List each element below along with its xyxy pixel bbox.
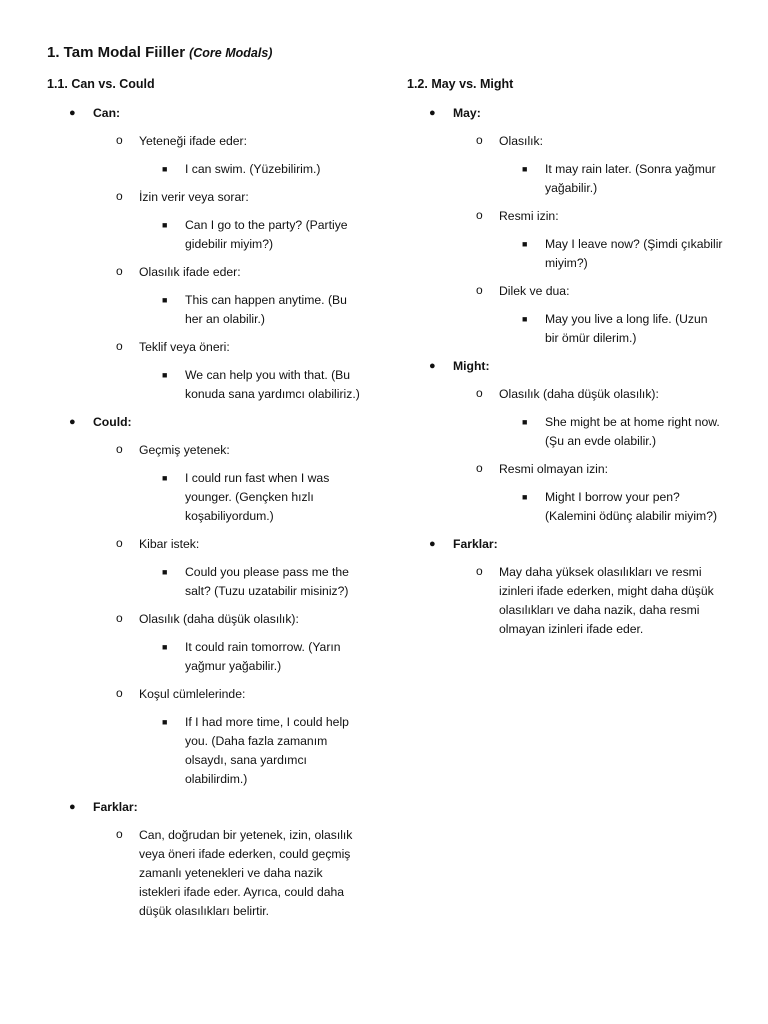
example-text: Could you please pass me the salt? (Tuzu uzatabilir misiniz?) bbox=[185, 565, 349, 598]
item-label: Resmi olmayan izin: bbox=[499, 462, 609, 476]
list-item bbox=[453, 207, 737, 273]
list-item bbox=[93, 535, 377, 601]
list-item-may bbox=[407, 104, 737, 348]
bullet-square-icon: ■ bbox=[522, 239, 528, 249]
bullet-square-icon: ■ bbox=[162, 164, 168, 174]
example-item bbox=[499, 488, 737, 526]
example-text: Can I go to the party? (Partiye gidebilir miyim?) bbox=[185, 218, 348, 251]
item-label: Resmi izin: bbox=[499, 209, 559, 223]
item-label: Koşul cümlelerinde: bbox=[139, 687, 246, 701]
example-text: I could run fast when I was younger. (Gençken hızlı koşabiliyordum.) bbox=[185, 471, 330, 523]
list-item bbox=[453, 460, 737, 526]
bullet-circle-icon: o bbox=[116, 611, 123, 625]
item-label: Teklif veya öneri: bbox=[139, 340, 230, 354]
might-label: Might: bbox=[453, 359, 490, 373]
example-item bbox=[139, 160, 377, 179]
example-item bbox=[499, 310, 737, 348]
example-text: Might I borrow your pen? (Kalemini ödünç alabilir miyim?) bbox=[545, 490, 718, 523]
section-heading-may-might: 1.2. May vs. Might bbox=[407, 77, 514, 91]
may-label: May: bbox=[453, 106, 481, 120]
bullet-circle-icon: o bbox=[116, 189, 123, 203]
example-text: I can swim. (Yüzebilirim.) bbox=[185, 162, 321, 176]
bullet-disc-icon: ● bbox=[429, 107, 436, 119]
list-item bbox=[93, 338, 377, 404]
example-text: It may rain later. (Sonra yağmur yağabilir.) bbox=[545, 162, 716, 195]
item-label: Yeteneği ifade eder: bbox=[139, 134, 247, 148]
example-text: This can happen anytime. (Bu her an olabilir.) bbox=[185, 293, 347, 326]
bullet-square-icon: ■ bbox=[162, 370, 168, 380]
list-item bbox=[453, 385, 737, 451]
bullet-circle-icon: o bbox=[116, 827, 123, 841]
list-item bbox=[93, 263, 377, 329]
list-item bbox=[453, 132, 737, 198]
list-item-farklar bbox=[407, 535, 737, 639]
bullet-square-icon: ■ bbox=[162, 473, 168, 483]
farklar-label: Farklar: bbox=[93, 800, 138, 814]
item-label: Olasılık (daha düşük olasılık): bbox=[139, 612, 299, 626]
example-text: May you live a long life. (Uzun bir ömür dilerim.) bbox=[545, 312, 708, 345]
page-title bbox=[47, 44, 272, 61]
item-label: İzin verir veya sorar: bbox=[139, 190, 249, 204]
bullet-circle-icon: o bbox=[116, 133, 123, 147]
example-item bbox=[499, 235, 737, 273]
can-could-list bbox=[47, 104, 377, 921]
example-item bbox=[139, 713, 377, 789]
bullet-square-icon: ■ bbox=[522, 314, 528, 324]
example-item bbox=[139, 469, 377, 526]
item-label: Olasılık (daha düşük olasılık): bbox=[499, 387, 659, 401]
bullet-square-icon: ■ bbox=[522, 164, 528, 174]
example-text: It could rain tomorrow. (Yarın yağmur yağabilir.) bbox=[185, 640, 341, 673]
left-column bbox=[47, 76, 377, 930]
bullet-square-icon: ■ bbox=[522, 492, 528, 502]
bullet-circle-icon: o bbox=[116, 264, 123, 278]
bullet-square-icon: ■ bbox=[162, 220, 168, 230]
bullet-circle-icon: o bbox=[476, 386, 483, 400]
bullet-circle-icon: o bbox=[476, 461, 483, 475]
bullet-circle-icon: o bbox=[116, 686, 123, 700]
may-might-list bbox=[407, 104, 737, 639]
bullet-square-icon: ■ bbox=[162, 717, 168, 727]
bullet-circle-icon: o bbox=[476, 133, 483, 147]
list-item bbox=[93, 188, 377, 254]
diff-text: May daha yüksek olasılıkları ve resmi izinleri ifade ederken, might daha düşük olasılıkları ve daha nazik, daha resmi olmayan izinleri ifade eder. bbox=[499, 565, 714, 636]
example-item bbox=[139, 563, 377, 601]
bullet-disc-icon: ● bbox=[69, 416, 76, 428]
example-item bbox=[139, 216, 377, 254]
item-label: Kibar istek: bbox=[139, 537, 200, 551]
example-item bbox=[499, 160, 737, 198]
example-item bbox=[499, 413, 737, 451]
list-item-can bbox=[47, 104, 377, 404]
bullet-circle-icon: o bbox=[116, 339, 123, 353]
example-text: She might be at home right now. (Şu an evde olabilir.) bbox=[545, 415, 720, 448]
list-item bbox=[93, 132, 377, 179]
list-item bbox=[453, 282, 737, 348]
bullet-disc-icon: ● bbox=[429, 360, 436, 372]
section-heading-can-could: 1.1. Can vs. Could bbox=[47, 77, 155, 91]
bullet-disc-icon: ● bbox=[69, 107, 76, 119]
bullet-disc-icon: ● bbox=[69, 801, 76, 813]
bullet-circle-icon: o bbox=[476, 564, 483, 578]
list-item bbox=[93, 441, 377, 526]
bullet-square-icon: ■ bbox=[522, 417, 528, 427]
example-item bbox=[139, 366, 377, 404]
item-label: Olasılık ifade eder: bbox=[139, 265, 241, 279]
list-item bbox=[93, 685, 377, 789]
example-item bbox=[139, 638, 377, 676]
item-label: Olasılık: bbox=[499, 134, 544, 148]
bullet-square-icon: ■ bbox=[162, 642, 168, 652]
bullet-disc-icon: ● bbox=[429, 538, 436, 550]
bullet-circle-icon: o bbox=[476, 208, 483, 222]
bullet-circle-icon: o bbox=[116, 442, 123, 456]
list-item bbox=[93, 610, 377, 676]
bullet-square-icon: ■ bbox=[162, 567, 168, 577]
diff-text: Can, doğrudan bir yetenek, izin, olasılık veya öneri ifade ederken, could geçmiş zamanlı yetenekleri ve daha nazik istekleri ifade eder. Ayrıca, could daha düşük olasılıkları belirtir. bbox=[139, 828, 353, 918]
right-column bbox=[407, 76, 737, 648]
list-item-could bbox=[47, 413, 377, 789]
list-item-farklar bbox=[47, 798, 377, 921]
example-text: We can help you with that. (Bu konuda sana yardımcı olabiliriz.) bbox=[185, 368, 360, 401]
bullet-square-icon: ■ bbox=[162, 295, 168, 305]
list-item bbox=[453, 563, 737, 639]
bullet-circle-icon: o bbox=[116, 536, 123, 550]
title-subtitle: (Core Modals) bbox=[189, 46, 273, 60]
farklar-label: Farklar: bbox=[453, 537, 498, 551]
title-text: 1. Tam Modal Fiiller bbox=[47, 44, 186, 61]
item-label: Geçmiş yetenek: bbox=[139, 443, 230, 457]
list-item-might bbox=[407, 357, 737, 526]
example-text: If I had more time, I could help you. (Daha fazla zamanım olsaydı, sana yardımcı olabilirdim.) bbox=[185, 715, 349, 786]
item-label: Dilek ve dua: bbox=[499, 284, 570, 298]
bullet-circle-icon: o bbox=[476, 283, 483, 297]
can-label: Can: bbox=[93, 106, 121, 120]
list-item bbox=[93, 826, 377, 921]
could-label: Could: bbox=[93, 415, 132, 429]
example-text: May I leave now? (Şimdi çıkabilir miyim?) bbox=[545, 237, 723, 270]
example-item bbox=[139, 291, 377, 329]
